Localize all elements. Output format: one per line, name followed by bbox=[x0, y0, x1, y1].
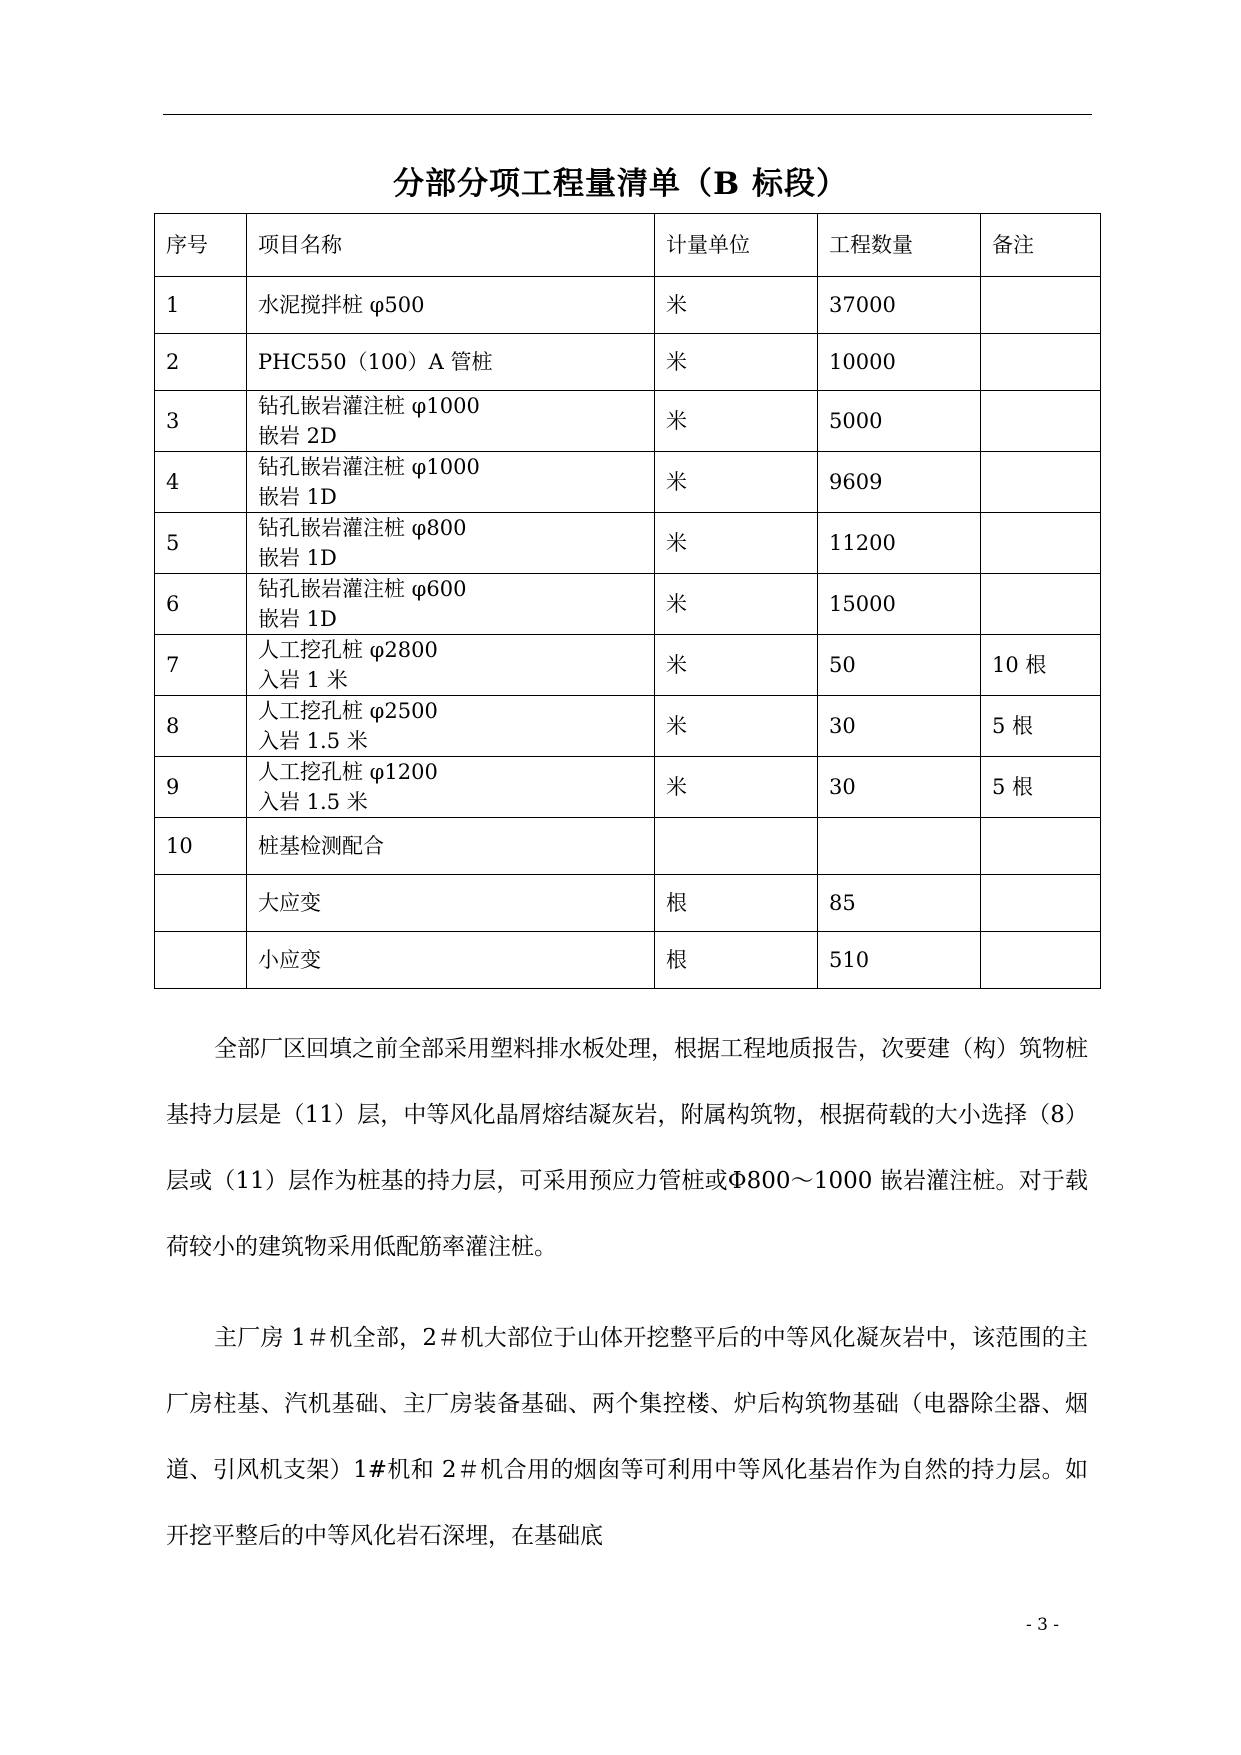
row-no-cell: 4 bbox=[155, 452, 247, 513]
row-name-cell bbox=[247, 452, 655, 513]
row-name-cell bbox=[247, 757, 655, 818]
page-number: - 3 - bbox=[1025, 1615, 1060, 1635]
row-name-cell bbox=[247, 334, 655, 391]
row-note-cell bbox=[981, 875, 1101, 932]
quantity-table bbox=[154, 213, 1101, 989]
paragraph-text: 全部厂区回填之前全部采用塑料排水板处理，根据工程地质报告，次要建（构）筑物桩基持力层是（11）层，中等风化晶屑熔结凝灰岩，附属构筑物，根据荷载的大小选择（8）层或（11）层作为桩基的持力层，可采用预应力管桩或Φ800～1000 嵌岩灌注桩。对于载荷较小的建筑物采用低配筋率灌注桩。 bbox=[166, 1036, 1088, 1260]
row-note-cell: 5 根 bbox=[981, 757, 1101, 818]
item-name-line: 桩基检测配合 bbox=[258, 834, 384, 858]
row-qty-cell: 50 bbox=[818, 635, 981, 696]
row-no-cell bbox=[155, 932, 247, 989]
row-qty-cell: 9609 bbox=[818, 452, 981, 513]
row-unit-cell: 根 bbox=[655, 875, 818, 932]
table-row bbox=[155, 757, 1101, 818]
row-no-cell: 3 bbox=[155, 391, 247, 452]
row-name-cell bbox=[247, 875, 655, 932]
item-name-line: 人工挖孔桩 φ2800 bbox=[258, 638, 438, 662]
header-cell-note: 备注 bbox=[981, 214, 1101, 277]
row-note-cell: 10 根 bbox=[981, 635, 1101, 696]
row-qty-cell: 5000 bbox=[818, 391, 981, 452]
row-name-cell bbox=[247, 635, 655, 696]
row-note-cell bbox=[981, 391, 1101, 452]
item-name-line: 钻孔嵌岩灌注桩 φ800 bbox=[258, 516, 467, 540]
item-name-line: 入岩 1.5 米 bbox=[258, 729, 368, 753]
body-paragraph-1 bbox=[166, 1016, 1088, 1280]
table-row bbox=[155, 513, 1101, 574]
table-header-row bbox=[155, 214, 1101, 277]
item-name-line: 嵌岩 1D bbox=[258, 607, 337, 631]
item-name-line: 大应变 bbox=[258, 891, 321, 915]
row-unit-cell: 米 bbox=[655, 757, 818, 818]
body-paragraph-2 bbox=[166, 1305, 1088, 1569]
row-name-cell bbox=[247, 696, 655, 757]
row-name-cell bbox=[247, 391, 655, 452]
row-no-cell: 2 bbox=[155, 334, 247, 391]
table-row bbox=[155, 818, 1101, 875]
row-unit-cell: 米 bbox=[655, 696, 818, 757]
table-row bbox=[155, 696, 1101, 757]
table-row bbox=[155, 635, 1101, 696]
item-name-line: 嵌岩 2D bbox=[258, 424, 337, 448]
item-name-line: 钻孔嵌岩灌注桩 φ600 bbox=[258, 577, 467, 601]
row-no-cell: 8 bbox=[155, 696, 247, 757]
row-note-cell bbox=[981, 452, 1101, 513]
item-name-line: 人工挖孔桩 φ1200 bbox=[258, 760, 438, 784]
item-name-line: 嵌岩 1D bbox=[258, 546, 337, 570]
row-unit-cell: 米 bbox=[655, 452, 818, 513]
table-row bbox=[155, 932, 1101, 989]
row-note-cell bbox=[981, 818, 1101, 875]
item-name-line: 人工挖孔桩 φ2500 bbox=[258, 699, 438, 723]
row-no-cell: 10 bbox=[155, 818, 247, 875]
table-row bbox=[155, 875, 1101, 932]
row-note-cell: 5 根 bbox=[981, 696, 1101, 757]
document-title: 分部分项工程量清单（B 标段） bbox=[393, 166, 848, 202]
row-unit-cell bbox=[655, 818, 818, 875]
row-qty-cell: 37000 bbox=[818, 277, 981, 334]
table-row bbox=[155, 574, 1101, 635]
row-note-cell bbox=[981, 277, 1101, 334]
row-no-cell: 7 bbox=[155, 635, 247, 696]
table-row bbox=[155, 334, 1101, 391]
header-rule bbox=[163, 114, 1092, 115]
row-qty-cell bbox=[818, 818, 981, 875]
row-unit-cell: 米 bbox=[655, 635, 818, 696]
item-name-line: 钻孔嵌岩灌注桩 φ1000 bbox=[258, 455, 480, 479]
row-name-cell bbox=[247, 277, 655, 334]
item-name-line: 水泥搅拌桩 φ500 bbox=[258, 293, 425, 317]
row-qty-cell: 85 bbox=[818, 875, 981, 932]
item-name-line: 钻孔嵌岩灌注桩 φ1000 bbox=[258, 394, 480, 418]
item-name-line: 嵌岩 1D bbox=[258, 485, 337, 509]
row-no-cell bbox=[155, 875, 247, 932]
item-name-line: 小应变 bbox=[258, 948, 321, 972]
row-name-cell bbox=[247, 932, 655, 989]
row-qty-cell: 15000 bbox=[818, 574, 981, 635]
table-row bbox=[155, 277, 1101, 334]
row-note-cell bbox=[981, 932, 1101, 989]
row-no-cell: 6 bbox=[155, 574, 247, 635]
header-cell-qty: 工程数量 bbox=[818, 214, 981, 277]
row-unit-cell: 米 bbox=[655, 277, 818, 334]
row-note-cell bbox=[981, 574, 1101, 635]
row-no-cell: 9 bbox=[155, 757, 247, 818]
row-name-cell bbox=[247, 574, 655, 635]
row-unit-cell: 米 bbox=[655, 391, 818, 452]
paragraph-text: 主厂房 1＃机全部，2＃机大部位于山体开挖整平后的中等风化凝灰岩中，该范围的主厂房柱基、汽机基础、主厂房装备基础、两个集控楼、炉后构筑物基础（电器除尘器、烟道、引风机支架）1#机和 2＃机合用的烟囱等可利用中等风化基岩作为自然的持力层。如开挖平整后的中等风化岩石深埋，在基础底 bbox=[166, 1325, 1088, 1549]
row-qty-cell: 11200 bbox=[818, 513, 981, 574]
row-qty-cell: 10000 bbox=[818, 334, 981, 391]
row-no-cell: 1 bbox=[155, 277, 247, 334]
row-unit-cell: 根 bbox=[655, 932, 818, 989]
row-unit-cell: 米 bbox=[655, 574, 818, 635]
table-row bbox=[155, 391, 1101, 452]
row-name-cell bbox=[247, 513, 655, 574]
item-name-line: PHC550（100）A 管桩 bbox=[258, 350, 493, 374]
row-no-cell: 5 bbox=[155, 513, 247, 574]
row-unit-cell: 米 bbox=[655, 334, 818, 391]
row-qty-cell: 510 bbox=[818, 932, 981, 989]
row-note-cell bbox=[981, 513, 1101, 574]
header-cell-name: 项目名称 bbox=[247, 214, 655, 277]
table-row bbox=[155, 452, 1101, 513]
row-note-cell bbox=[981, 334, 1101, 391]
row-unit-cell: 米 bbox=[655, 513, 818, 574]
header-cell-unit: 计量单位 bbox=[655, 214, 818, 277]
item-name-line: 入岩 1 米 bbox=[258, 668, 348, 692]
row-qty-cell: 30 bbox=[818, 757, 981, 818]
row-name-cell bbox=[247, 818, 655, 875]
item-name-line: 入岩 1.5 米 bbox=[258, 790, 368, 814]
header-cell-no: 序号 bbox=[155, 214, 247, 277]
table-body bbox=[155, 214, 1101, 989]
row-qty-cell: 30 bbox=[818, 696, 981, 757]
